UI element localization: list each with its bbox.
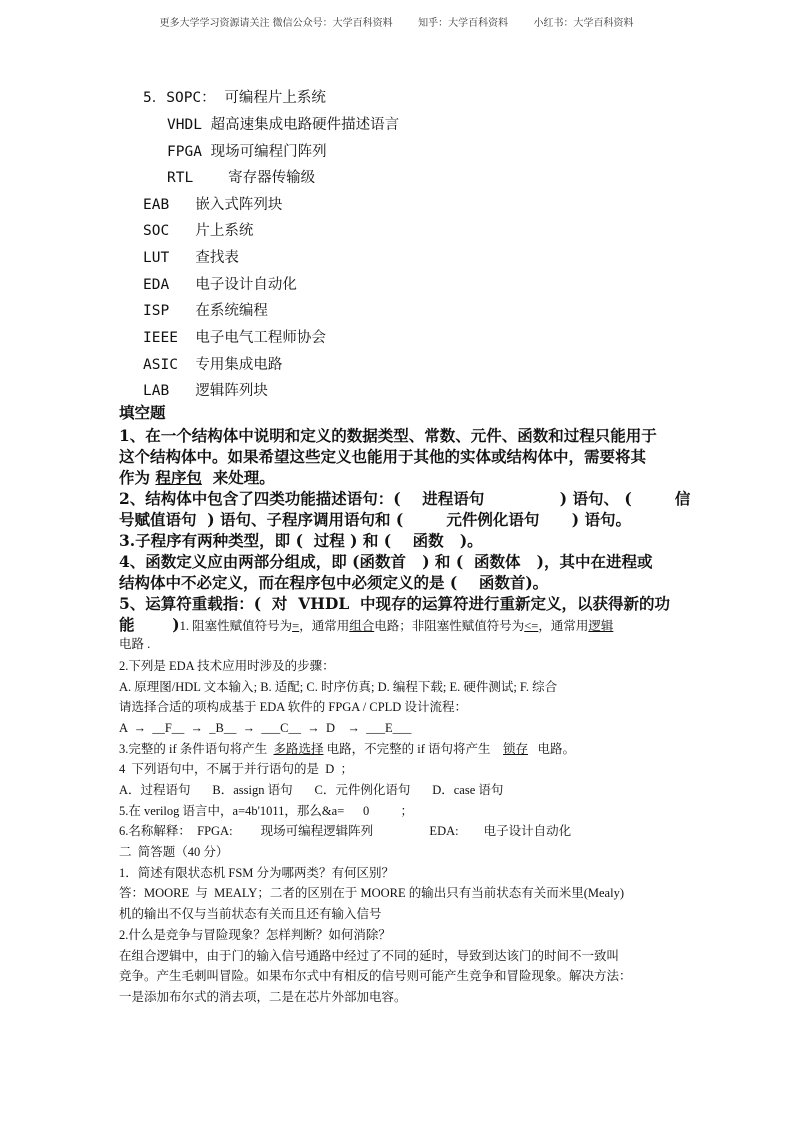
question-text: 能 ) [119, 615, 180, 634]
question-3-line: 3.子程序有两种类型，即 ( 过程 ) 和 ( 函数 )。 [119, 531, 483, 550]
question-text: 作为 [119, 468, 156, 487]
abbr-meaning: 现场可编程门阵列 [210, 144, 327, 160]
question-text: 1. 阻塞性赋值符号为 [179, 619, 293, 633]
question-text: 3.完整的 if 条件语句将产生 [119, 742, 274, 756]
answer-blank: 程序包 [155, 468, 202, 487]
answer-line: 机的输出不仅与当前状态有关而且还有输入信号 [119, 907, 382, 921]
abbr-term: ASIC [143, 357, 178, 373]
question-line: A → __F__ → _B__ → ___C__ → D → ___E___ [119, 721, 412, 735]
abbr-row [143, 195, 282, 215]
question-1-line: 1、在一个结构体中说明和定义的数据类型、常数、元件、函数和过程只能用于 [119, 426, 657, 445]
abbr-term: IEEE [143, 330, 178, 346]
abbr-meaning: 超高速集成电路硬件描述语言 [210, 117, 400, 133]
abbr-row [143, 328, 326, 348]
abbr-term: ISP [143, 303, 170, 319]
abbr-meaning: 嵌入式阵列块 [195, 197, 283, 213]
abbr-row [143, 275, 297, 295]
abbr-term: EAB [143, 197, 170, 213]
abbr-row [167, 168, 315, 188]
abbr-row [143, 301, 268, 321]
question-line: 1．简述有限状态机 FSM 分为哪两类？有何区别？ [119, 866, 395, 880]
abbr-term: SOC [143, 223, 170, 239]
abbr-meaning: 可编程片上系统 [215, 90, 326, 106]
abbr-row [167, 142, 327, 162]
abbr-term: 5．SOPC： [143, 90, 216, 106]
answer-blank: 组合 [349, 619, 375, 633]
question-1-line: 这个结构体中。如果希望这些定义也能用于其他的实体或结构体中，需要将其 [119, 447, 647, 466]
question-line: A．过程语句 B．assign 语句 C．元件例化语句 D．case 语句 [119, 783, 504, 797]
abbr-row [143, 381, 268, 401]
question-1-line [119, 467, 679, 488]
question-line: A. 原理图/HDL 文本输入; B. 适配; C. 时序仿真; D. 编程下载; E. 硬件测试; F. 综合 [119, 680, 558, 694]
question-line: 2.下列是 EDA 技术应用时涉及的步骤： [119, 659, 335, 673]
answer-blank: 锁存 [503, 742, 529, 756]
question-line: 6.名称解释： FPGA: 现场可编程逻辑阵列 EDA: 电子设计自动化 [119, 824, 572, 838]
answer-blank: 逻辑 [588, 619, 614, 633]
abbr-term: VHDL [167, 117, 202, 133]
question-text: 电路。 [528, 742, 575, 756]
abbr-row [167, 115, 399, 135]
abbr-row [143, 88, 326, 108]
question-2-line: 2、结构体中包含了四类功能描述语句：( 进程语句 ) 语句、 ( 信 [119, 489, 691, 508]
abbr-row [143, 248, 239, 268]
abbr-meaning: 片上系统 [195, 223, 254, 239]
answer-blank: 多路选择 [273, 742, 324, 756]
answer-line: 竞争。产生毛刺叫冒险。如果布尔式中有相反的信号则可能产生竞争和冒险现象。解决方法： [119, 969, 632, 983]
question-line: 2.什么是竞争与冒险现象？怎样判断？如何消除？ [119, 928, 391, 942]
abbr-row [143, 221, 253, 241]
answer-blank: = [292, 619, 300, 633]
question-2-line: 号赋值语句 ) 语句、子程序调用语句和 ( 元件例化语句 ) 语句。 [119, 510, 632, 529]
question-text: 来处理。 [201, 468, 275, 487]
abbr-row [143, 355, 282, 375]
abbr-term: LUT [143, 250, 170, 266]
abbr-meaning: 寄存器传输级 [219, 170, 316, 186]
abbr-meaning: 在系统编程 [195, 303, 268, 319]
abbr-meaning: 专用集成电路 [195, 357, 283, 373]
abbr-term: FPGA [167, 144, 202, 160]
question-line: 5.在 verilog 语言中，a=4b'1011，那么&a= 0 ； [119, 804, 413, 818]
page-header: 更多大学学习资源请关注 微信公众号：大学百科资料 知乎：大学百科资料 小红书：大学百科资料 [159, 18, 634, 29]
question-line: 请选择合适的项构成基于 EDA 软件的 FPGA / CPLD 设计流程： [119, 700, 467, 714]
abbr-term: EDA [143, 277, 170, 293]
abbr-meaning: 电子电气工程师协会 [195, 330, 326, 346]
abbr-term: LAB [143, 383, 170, 399]
abbr-meaning: 查找表 [195, 250, 239, 266]
question-5-line: 5、运算符重载指：( 对 VHDL 中现存的运算符进行重新定义，以获得新的功 [119, 594, 671, 613]
answer-line: 一是添加布尔式的消去项，二是在芯片外部加电容。 [119, 990, 407, 1004]
abbr-term: RTL [167, 170, 194, 186]
question-text: 电路，不完整的 if 语句将产生 [323, 742, 504, 756]
question-line [119, 739, 684, 759]
answer-line: 在组合逻辑中，由于门的输入信号通路中经过了不同的延时，导致到达该门的时间不一致叫 [119, 949, 620, 963]
question-text: 电路；非阻塞性赋值符号为 [374, 619, 525, 633]
section-title-short-answer: 二 简答题（40 分） [119, 845, 229, 859]
abbr-meaning: 逻辑阵列块 [195, 383, 268, 399]
question-text: ，通常用 [538, 619, 589, 633]
question-5-line: 电路 . [119, 637, 151, 651]
answer-blank: <= [524, 619, 539, 633]
question-4-line: 4、函数定义应由两部分组成，即 (函数首 ) 和 ( 函数体 )，其中在进程或 [119, 552, 653, 571]
question-text: ，通常用 [299, 619, 350, 633]
answer-line: 答：MOORE 与 MEALY；二者的区别在于 MOORE 的输出只有当前状态有关而米里(Mealy) [119, 886, 624, 900]
question-4-line: 结构体中不必定义，而在程序包中必须定义的是 ( 函数首)。 [119, 573, 549, 592]
abbr-meaning: 电子设计自动化 [195, 277, 297, 293]
section-title-fill: 填空题 [119, 403, 166, 422]
question-line: 4 下列语句中，不属于并行语句的是 D ； [119, 762, 354, 776]
